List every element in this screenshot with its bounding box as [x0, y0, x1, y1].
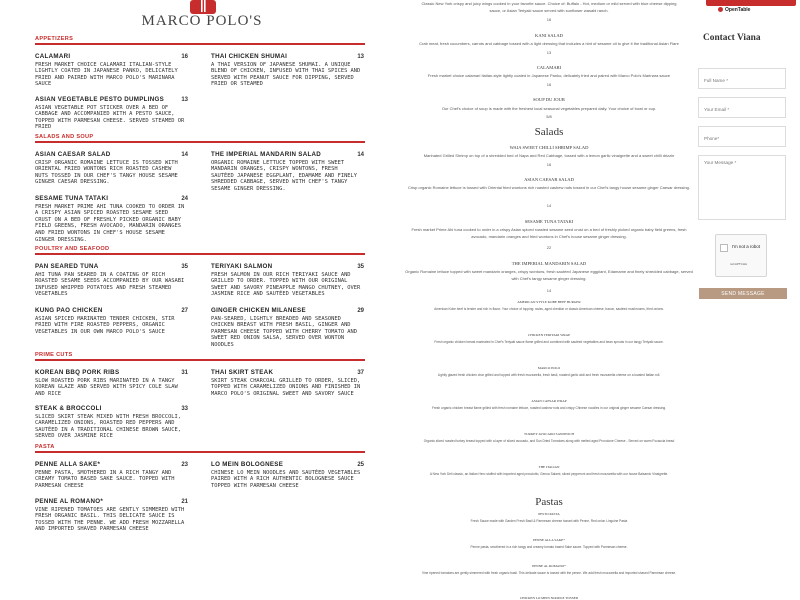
menu-item-description: CHINESE LO MEIN NOODLES AND SAUTÉED VEGETABLES PAIRED WITH A RICH AUTHENTIC BOLOGNESE SAUCE TOPPED WITH PARMESAN CHEESE	[211, 469, 361, 489]
phone-field[interactable]	[698, 126, 786, 147]
menu-entry-price: 22	[546, 245, 552, 250]
menu-entry-price: 16	[546, 162, 552, 167]
recaptcha-label: I'm not a robot	[732, 244, 760, 249]
menu-entry-description: Fresh Sauce made with Garden Fresh Basil & Parmesan cheese tossed with Penne, Red onion Linguine Pasta	[470, 519, 628, 523]
menu-item-name: ASIAN CAESAR SALAD	[35, 151, 111, 158]
opentable-dot-icon	[718, 7, 723, 12]
menu-item-name: CALAMARI	[35, 53, 71, 60]
menu-item-name: ASIAN VEGETABLE PESTO DUMPLINGS	[35, 96, 165, 103]
menu-entry-description: Fresh market choice calamari Italian-style lightly coated in Japanese Panko, delicately fried and paired with Marco Polo's Marinara sauce	[427, 73, 671, 78]
message-textarea[interactable]	[699, 156, 785, 219]
menu-entry-name: AMERICAN STYLE KOBE BEEF BURGER	[517, 300, 581, 304]
menu-entry-description: Marinated Grilled Shrimp on top of a shredded bed of Napa and Red Cabbage, tossed with a lemon garlic vinaigrette and a sweet chilli drizzle	[423, 153, 675, 158]
menu-item-name: KOREAN BBQ PORK RIBS	[35, 369, 120, 376]
menu-item-description: SLICED SKIRT STEAK MIXED WITH FRESH BROCCOLI, CARAMELIZED ONIONS, ROASTED RED PEPPERS AND SAUTÉED IN A TRADITIONAL CHINESE BROWN SAUCE, SERVED OVER JASMINE RICE	[35, 413, 182, 440]
restaurant-menu-panel	[0, 0, 372, 600]
recaptcha-widget	[715, 234, 767, 277]
menu-entry-name: KANI SALAD	[535, 33, 563, 38]
menu-item-name: SESAME TUNA TATAKI	[35, 195, 109, 202]
menu-item	[35, 406, 185, 440]
menu-entry-name: SESAME TUNA TATAKI	[524, 219, 574, 224]
menu-item	[35, 54, 185, 88]
menu-item-name: THAI CHICKEN SHUMAI	[211, 53, 288, 60]
menu-entry-name: PENNE AL ROMANO*	[532, 564, 566, 568]
restaurant-logo-text: MARCO POLO'S	[141, 13, 263, 29]
menu-item-description: ORGANIC ROMAINE LETTUCE TOPPED WITH SWEET MANDARIN ORANGES, CRISPY WONTONS, FRESH SAUTÉED JAPANESE EGGPLANT, EDAMAME AND FINELY SHREDDED CABBAGE, SERVED WITH CHEF'S TANGY SESAME GINGER DRESSING.	[211, 159, 358, 192]
menu-entry-description: sauce, or Asian Teriyaki sauce served with sunflower wasabi ranch.	[489, 8, 609, 13]
menu-item-name: KUNG PAO CHICKEN	[35, 307, 103, 314]
menu-item-description: ASIAN VEGETABLE POT STICKER OVER A BED OF CABBAGE AND ACCOMPANIED WITH A PESTO SAUCE, TOPPED WITH PARMESAN CHEESE. SERVED STEAMED OR FRIED	[35, 104, 185, 131]
menu-entry-description: Vine ripened tomatoes are gently simmered with fresh organic basil. This delicate sauce is tossed with the penne. We add fresh mozzarella and imported shaved Parmesan cheese.	[421, 571, 677, 575]
menu-item-price: 14	[181, 152, 188, 158]
menu-item-price: 14	[357, 152, 364, 158]
menu-item	[211, 152, 361, 193]
menu-heading-salads: Salads	[534, 126, 564, 138]
menu-item	[35, 462, 185, 489]
menu-item-price: 25	[357, 462, 364, 468]
opentable-logo[interactable]	[718, 7, 750, 13]
menu-item-description: VINE RIPENED TOMATOES ARE GENTLY SIMMERED WITH FRESH ORGANIC BASIL. THIS DELICATE SAUCE IS TOSSED WITH THE PENNE. WE ADD FRESH MOZZARELLA AND IMPORTED SHAVED PARMESAN CHEESE	[35, 506, 185, 533]
menu-item-description: ASIAN SPICED MARINATED TENDER CHICKEN, STIR FRIED WITH FIRE ROASTED PEPPERS, ORGANIC VEGETABLES IN OUR OWN MARCO POLO'S SAUCE	[35, 315, 175, 335]
phone-input[interactable]	[699, 129, 785, 148]
menu-item-price: 37	[357, 370, 364, 376]
section-heading-appetizers: APPETIZERS	[35, 36, 365, 45]
recaptcha-checkbox[interactable]	[720, 244, 728, 252]
recaptcha-logo: reCAPTCHA	[730, 262, 748, 266]
menu-entry-name: SOUP DU JOUR	[533, 97, 565, 102]
menu-item	[211, 264, 361, 298]
menu-entry-description: Fresh organic chicken breast flame grilled with fresh romaine lettuce, roasted cashew nuts and crispy Chinese noodles in our original ginger sesame Caesar dressing.	[431, 406, 667, 410]
menu-entry-price: 16	[546, 17, 552, 22]
menu-item-description: FRESH MARKET CHOICE CALAMARI ITALIAN-STYLE LIGHTLY COATED IN JAPANESE PANKO, DELICATELY FRIED AND PAIRED WITH MARCO POLO'S MARINARA SAUCE	[35, 61, 178, 88]
menu-item	[211, 54, 361, 88]
menu-entry-name: CHICKEN TERIYAKI WRAP	[527, 333, 571, 337]
menu-item-description: CRISP ORGANIC ROMAINE LETTUCE IS TOSSED WITH ORIENTAL FRIED WONTONS RICH ROASTED CASHEW NUTS TOSSED IN OUR CHEF'S TANGY HOUSE SESAME GINGER CAESAR DRESSING.	[35, 159, 178, 186]
menu-item-name: PAN SEARED TUNA	[35, 263, 99, 270]
menu-item-description: SKIRT STEAK CHARCOAL GRILLED TO ORDER, SLICED, TOPPED WITH CARAMELIZED ONIONS AND FINISHED IN MARCO POLO'S ORIGINAL SWEET AND SAVORY SAUCE	[211, 377, 361, 397]
menu-item-price: 35	[181, 264, 188, 270]
menu-entry-name: WAIA SWEET CHILLI SHRIMP SALAD	[509, 145, 589, 150]
menu-entry-name: CALAMARI	[536, 65, 562, 70]
menu-entry-description: Organic Romaine lettuce topped with sweet mandarin oranges, crispy wontons, fresh sautéed Japanese eggplant, Edamame and finely shredded cabbage, served with Chef's tangy sesame ginger dressing.	[405, 269, 693, 282]
online-menu-panel	[404, 0, 694, 600]
menu-entry-description: Fresh market Prime Ahi tuna cooked to order in a crispy Asian spiced roasted sesame seed crust on a bed of freshly picked organic baby field greens, fresh avocado, mandarin oranges and fried wontons in Chef's house sesame ginger dressing.	[411, 227, 687, 240]
menu-heading-pastas: Pastas	[535, 496, 563, 508]
menu-item-price: 35	[357, 264, 364, 270]
menu-entry-price: 5/8	[546, 114, 552, 119]
menu-entry-name: TURKEY AVOCADO SANDWICH	[524, 432, 574, 436]
menu-item-name: THAI SKIRT STEAK	[211, 369, 274, 376]
menu-item-description: SLOW ROASTED PORK RIBS MARINATED IN A TANGY KOREAN GLAZE AND SERVED WITH SPICY COLE SLAW AND RICE	[35, 377, 178, 397]
menu-item-price: 13	[181, 97, 188, 103]
menu-entry-description: A New York Deli classic, an Italian Hero stuffed with imported aged prosciutto, Genoa Salami, sliced pepperoni and fresh mozzarella with our house Balsamic Vinaigrette.	[429, 472, 669, 476]
message-field[interactable]	[698, 155, 786, 220]
menu-item	[211, 370, 361, 397]
section-heading-prime-cuts: PRIME CUTS	[35, 352, 365, 361]
menu-entry-description: Our Chef's choice of soup is made with the freshest local seasonal vegetables prepared daily. Your choice of bowl or cup.	[441, 106, 657, 111]
menu-entry-description: Organic sliced roasted turkey breast topped with a layer of sliced avocado, and Sun Dried Tomatoes along with melted aged Provolone Cheese - Served on warm Focaccia bread	[423, 439, 675, 443]
menu-entry-name: PESTO PASTA	[538, 512, 560, 516]
menu-item-price: 16	[181, 54, 188, 60]
menu-entry-description: Classic New York crispy and juicy wings cooked in your favorite sauce. Choice of: Buffalo - Hot, medium or mild served with blue cheese dipping	[421, 1, 677, 6]
menu-entry-price: 14	[546, 203, 552, 208]
menu-item-name: GINGER CHICKEN MILANESE	[211, 307, 306, 314]
menu-entry-description: Penne pasta, smothered in a rich tangy and creamy tomato based Sake sauce. Topped with Parmesan cheese.	[470, 545, 628, 549]
contact-sidebar	[698, 0, 800, 600]
menu-item-name: PENNE ALLA SAKE*	[35, 461, 101, 468]
menu-entry-name: MARCO POLO	[537, 366, 561, 370]
menu-entry-description: Crab meat, fresh cucumbers, carrots and cabbage tossed with a light dressing that includes a hint of sesame oil to give it the traditional Asian Flare	[419, 41, 679, 46]
menu-item-description: A THAI VERSION OF JAPANESE SHUMAI. A UNIQUE BLEND OF CHICKEN, INFUSED WITH THAI SPICES AND SERVED WITH PEANUT SAUCE FOR DIPPING, SERVED FRIED OR STEAMED	[211, 61, 361, 88]
email-input[interactable]	[699, 100, 785, 119]
menu-item-price: 31	[181, 370, 188, 376]
menu-item	[35, 97, 185, 131]
menu-entry-description: Crisp organic Romaine lettuce is tossed with Oriental fried wontons rich roasted cashew nuts tossed in our Chef's tangy house sesame ginger Caesar dressing.	[407, 185, 690, 190]
menu-item-price: 23	[181, 462, 188, 468]
send-message-button[interactable]: SEND MESSAGE	[699, 288, 787, 299]
reserve-button[interactable]	[706, 0, 796, 6]
menu-item-price: 24	[181, 196, 188, 202]
menu-item	[211, 462, 361, 489]
menu-entry-description: Lightly glazed fresh chicken char grilled and topped with fresh mozzarella, fresh basil, roasted garlic aioli and fresh mozzarella cheese on a toasted Italian roll.	[437, 373, 661, 377]
menu-item-description: PAN-SEARED, LIGHTLY BREADED AND SEASONED CHICKEN BREAST WITH FRESH BASIL, GINGER AND PARMESAN CHEESE TOPPED WITH CHERRY TOMATO AND SWEET RED ONION SALSA, SERVED OVER WONTON NOODLES	[211, 315, 358, 348]
menu-item-name: THE IMPERIAL MANDARIN SALAD	[211, 151, 322, 158]
section-heading-poultry-seafood: POULTRY AND SEAFOOD	[35, 246, 365, 255]
menu-item	[35, 499, 185, 533]
menu-entry-description: Fresh organic chicken breast marinated in Chef's Teriyaki sauce flame grilled and combined with sautéed vegetables and bean sprouts in our tangy Teriyaki sauce.	[434, 340, 664, 344]
menu-item-description: AHI TUNA PAN SEARED IN A COATING OF RICH ROASTED SESAME SEEDS ACCOMPANIED BY OUR WASABI INFUSED WHIPPED POTATOES AND FRESH STEAMED VEGETABLES	[35, 271, 185, 298]
menu-entry-name: CHICKEN LO MEIN NOODLE TOSSED	[519, 596, 579, 600]
menu-item-price: 21	[181, 499, 188, 505]
menu-entry-name: ASIAN CAESAR WRAP	[531, 399, 567, 403]
menu-item-price: 33	[181, 406, 188, 412]
menu-item	[35, 152, 185, 186]
email-field[interactable]	[698, 97, 786, 118]
menu-item	[211, 308, 361, 349]
menu-item-description: FRESH SALMON IN OUR RICH TERIYAKI SAUCE AND GRILLED TO ORDER. TOPPED WITH OUR ORIGINAL SWEET AND SAVORY PINEAPPLE MANGO CHUTNEY, OVER JASMINE RICE AND SAUTÉED VEGETABLES	[211, 271, 361, 298]
menu-entry-name: THE ITALIAN	[538, 465, 560, 469]
menu-item	[35, 264, 185, 298]
full-name-field[interactable]	[698, 68, 786, 89]
menu-item-price: 29	[357, 308, 364, 314]
menu-item	[35, 370, 185, 397]
menu-item-name: TERIYAKI SALMON	[211, 263, 273, 270]
contact-heading: Contact Viana	[703, 33, 761, 43]
menu-item	[35, 196, 185, 243]
menu-item-description: PENNE PASTA, SMOTHERED IN A RICH TANGY AND CREAMY TOMATO BASED SAKE SAUCE. TOPPED WITH PARMESAN CHEESE	[35, 469, 175, 489]
menu-item	[35, 308, 185, 335]
menu-entry-price: 16	[546, 82, 552, 87]
section-heading-salads-soup: SALADS AND SOUP	[35, 134, 365, 143]
menu-entry-price: 14	[546, 288, 552, 293]
menu-entry-price: 13	[546, 50, 552, 55]
menu-entry-name: THE IMPERIAL MANDARIN SALAD	[511, 261, 587, 266]
opentable-label: OpenTable	[725, 7, 751, 13]
menu-item-price: 27	[181, 308, 188, 314]
section-heading-pasta: PASTA	[35, 444, 365, 453]
menu-item-price: 13	[357, 54, 364, 60]
menu-item-description: FRESH MARKET PRIME AHI TUNA COOKED TO ORDER IN A CRISPY ASIAN SPICED ROASTED SESAME SEED CRUST ON A BED OF FRESHLY PICKED ORGANIC BABY FIELD GREENS, FRESH AVOCADO, MANDARIN ORANGES AND FRIED WONTONS IN CHEF'S HOUSE SESAME GINGER DRESSING.	[35, 203, 185, 243]
menu-item-name: STEAK & BROCCOLI	[35, 405, 102, 412]
menu-item-name: PENNE AL ROMANO*	[35, 498, 104, 505]
menu-entry-name: PENNE ALLA SAKE*	[533, 538, 565, 542]
menu-entry-name: ASIAN CAESAR SALAD	[524, 177, 574, 182]
menu-entry-description: American Kobe beef is tender and rich in flavor. Your choice of topping: swiss, aged cheddar or classic American cheese, bacon, sautéed mushrooms, fried onions.	[434, 307, 664, 311]
menu-item-name: LO MEIN BOLOGNESE	[211, 461, 284, 468]
full-name-input[interactable]	[699, 71, 785, 90]
